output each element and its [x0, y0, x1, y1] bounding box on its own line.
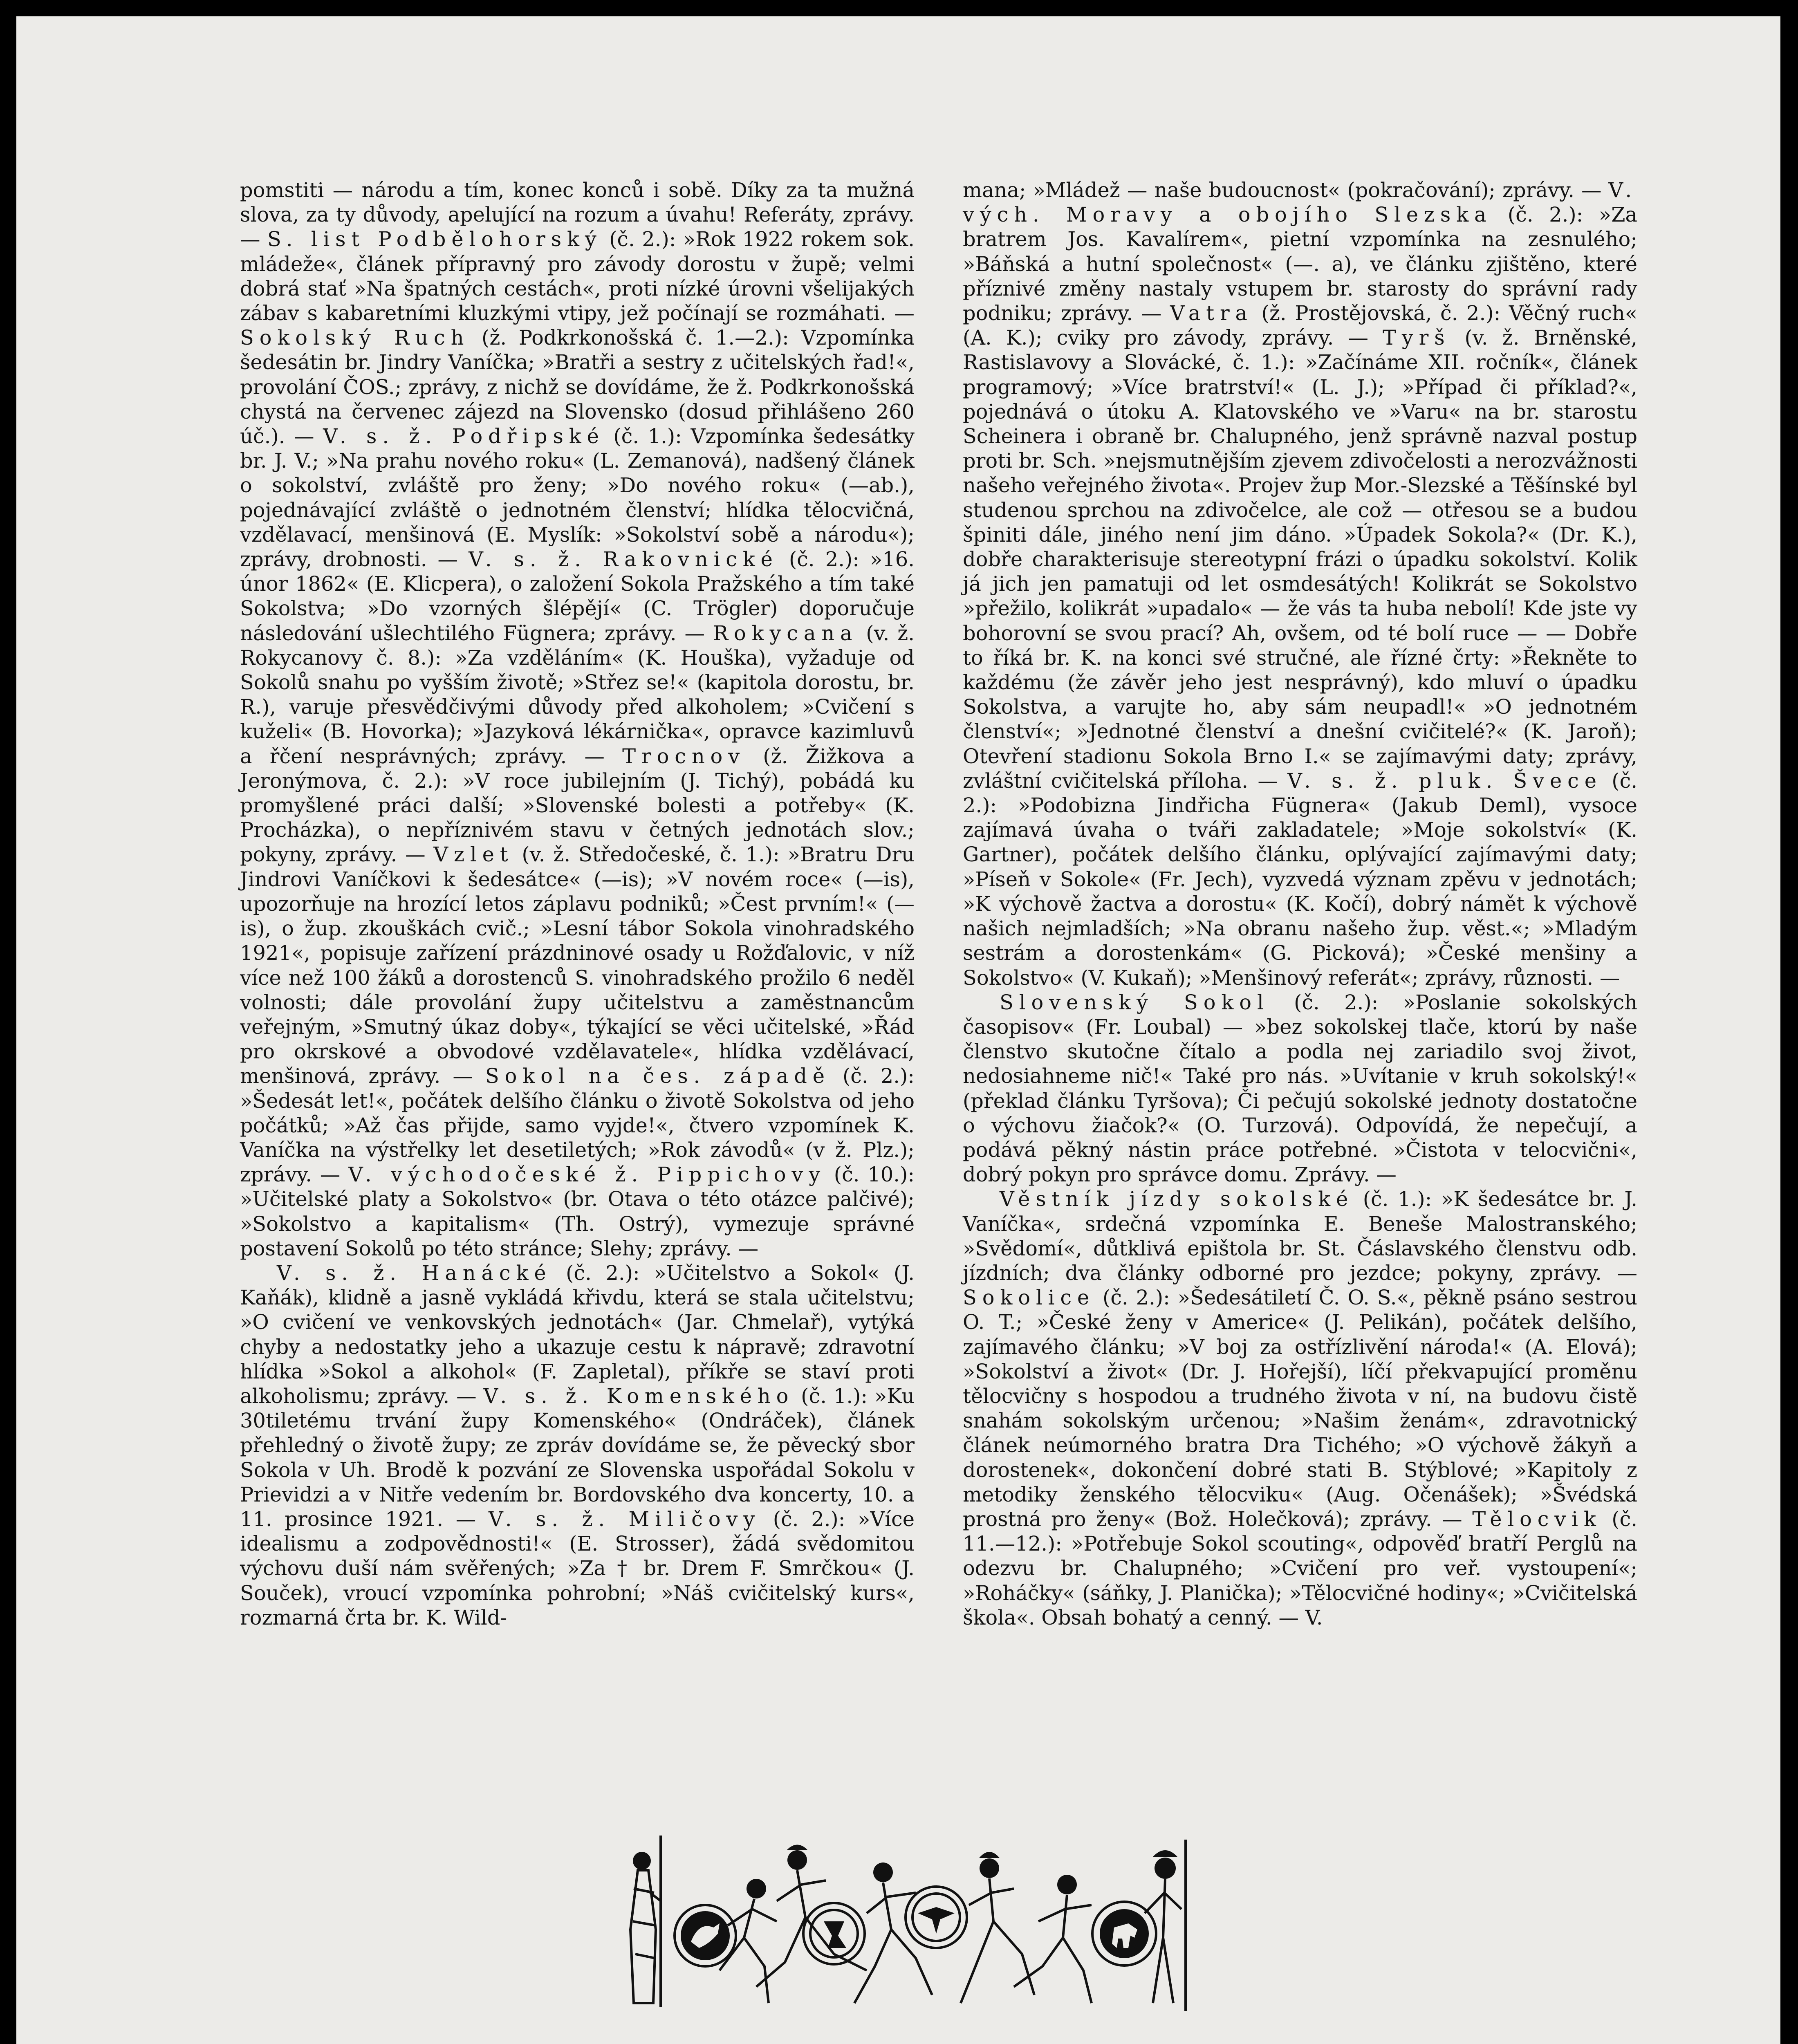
paragraph — [240, 1261, 915, 1630]
left-column — [240, 178, 915, 1630]
text-segment: (v. ž. Brněnské, Rastislavovy a Slovácké, č. 1.): »Začínáme XII. ročník«, článek programový; »Více bratrství!« (L. J.); »Případ či příklad?«, pojednává o útoku A. Klatovského ve »Varu« na br. starostu Scheinera i obraně br. Chalupného, jenž správně nazval postup proti br. Sch. »nejsmutnějším zjevem zdivočelosti a nerozvážnosti našeho veřejného života«. Projev žup Mor.-Slezské a Těšínské byl studenou sprchou na zdivočelce, ale což — otřesou se a budou špiniti dále, jiného není jim dáno. »Úpadek Sokola?« (Dr. K.), dobře charakterisuje stereotypní frázi o úpadku sokolství. Kolik já jich jen pamatuji od let osmdesátých! Kolikrát se Sokolstvo »přežilo, kolikrát »upadalo« — že vás ta huba nebolí! Kde jste vy bohorovní se svou prací? Ah, ovšem, od té bolí ruce — — Dobře to říká br. K. na konci své stručné, ale řízné črty: »Řekněte to každému (že závěr jeho jest nesprávný), kdo mluví o úpadku Sokolstva, a varujte ho, aby sám neupadl!« »O jednotném členství«; »Jednotné členství a dnešní cvičitelé?« (K. Jaroň); Otevření stadionu Sokola Brno I.« se zajímavými daty; zprávy, zvláštní cvičitelská příloha. — — [963, 326, 1637, 793]
text-segment: (ž. Žižkova a Jeronýmova, č. 2.): »V roce jubilejním (J. Tichý), pobádá ku promyšlené práci další; »Slovenské bolesti a potřeby« (K. Procházka), o nepříznivém stavu v četných jednotách slov.; pokyny, zprávy. — — [240, 744, 915, 867]
paragraph — [963, 990, 1637, 1187]
periodical-title: Rokycana — [713, 621, 858, 645]
periodical-title: Slovenský Sokol — [1000, 990, 1269, 1014]
greek-frieze-illustration — [621, 1831, 1337, 2044]
text-segment: (č. 1.): Vzpomínka šedesátky br. J. V.; »Na prahu nového roku« (L. Zemanová), nadšený článek o sokolství, zvláště pro ženy; »Do nového roku« (—ab.), pojednávající zvláště o jednotném členství; hlídka tělocvičná, vzdělavací, menšinová (E. Myslík: »Sokolství sobě a národu«); zprávy, drobnosti. — — [240, 424, 915, 572]
periodical-title: Vzlet — [433, 843, 514, 867]
periodical-title: V. s. ž. Rakovnické — [469, 547, 778, 572]
text-segment: (č. 10.): »Učitelské platy a Sokolstvo« (br. Otava o této otázce palčivé); »Sokolstvo a kapitalism« (Th. Ostrý), vymezuje správné postavení Sokolů po této stránce; Slehy; zprávy. — — [240, 1163, 915, 1260]
periodical-title: V. východočeské ž. Pippichovy — [348, 1163, 826, 1187]
text-segment: (v. ž. Středočeské, č. 1.): »Bratru Dru Jindrovi Vaníčkovi k šedesátce« (—is); »V novém roce« (—is), upozorňuje na hrozící letos záplavu podniků; »Čest prvním!« (—is), o žup. zkouškách cvič.; »Lesní tábor Sokola vinohradského 1921«, popisuje zařízení prázdninové osady u Rožďalovic, v níž více než 100 žáků a dorostenců S. vinohradského prožilo 6 neděl volnosti; dále provolání župy učitelstvu a zaměstnancům veřejným, »Smutný úkaz doby«, týkající se věci učitelské, »Řád pro okrskové a obvodové vzdělavatele«, hlídka vzdělávací, menšinová, zprávy. — — [240, 843, 915, 1088]
periodical-title: Věstník jízdy sokolské — [1000, 1187, 1354, 1211]
periodical-title: Sokol na čes. západě — [485, 1064, 830, 1088]
shield-horse-icon — [675, 1905, 736, 1966]
text-segment: (č. 2.): »Šedesátiletí Č. O. S.«, pěkně psáno sestrou O. T.; »České ženy v Americe« (J. Pelikán), počátek delšího, zajímavého článku; »V boj za ostřízlivění národa!« (A. Elová); »Sokolství a život« (Dr. J. Hořejší), líčí překvapující proměnu tělocvičny s hospodou a trudného života v ní, na budovu čistě snahám sokolským určenou; »Našim ženám«, zdravotnický článek neúmorného bratra Dra Tichého; »O výchově žákyň a dorostenek«, dokončení dobré stati B. Stýblové; »Kapitoly z metodiky ženského tělocviku« (Aug. Očenášek); »Švédská prostná pro ženy« (Bož. Holečková); zprávy. — — [963, 1286, 1637, 1531]
standing-warrior-right — [1145, 1840, 1186, 2011]
text-segment: (č. 2.): »16. únor 1862« (E. Klicpera), o založení Sokola Pražského a tím také Sokolstva; »Do vzorných šlépějí« (C. Trögler) doporučuje následování ušlechtilého Fügnera; zprávy. — — [240, 547, 915, 645]
robed-figure-icon — [630, 1836, 661, 2007]
journal-page — [16, 16, 1780, 2044]
periodical-title: V. s. ž. pluk. Švece — [1287, 769, 1602, 793]
paragraph — [963, 178, 1637, 990]
periodical-title: Tělocvik — [1472, 1507, 1602, 1531]
periodical-title: S. list Podbělohorský — [267, 227, 602, 251]
text-segment: pomstiti — národu a tím, konec konců i sobě. Díky za ta mužná slova, za ty důvody, apelující na rozum a úvahu! Referáty, zprávy. — — [240, 178, 915, 251]
text-segment: (ž. Prostějovská, č. 2.): Věčný ruch« (A. K.); cviky pro závody, zprávy. — — [963, 301, 1637, 350]
periodical-title: V. s. ž. Komenského — [483, 1384, 794, 1408]
right-column — [963, 178, 1637, 1630]
periodical-title: Sokolský Ruch — [240, 326, 470, 350]
periodical-title: V. vých. Moravy a obojího Slezska — [963, 178, 1637, 227]
text-segment: (č. 2.): »Za bratrem Jos. Kavalírem«, pietní vzpomínka na zesnulého; »Báňská a hutní společnost« (—. a), ve článku zjištěno, které příznivé změny nastaly vstupem br. starosty do správní rady podniku; zprávy. — — [963, 203, 1637, 325]
text-segment: (č. 2.): »Více idealismu a zodpovědnosti!« (E. Strosser), žádá svědomitou výchovu duší nám svěřených; »Za † br. Drem F. Smrčkou« (J. Souček), vroucí vzpomínka pohrobní; »Náš cvičitelský kurs«, rozmarná črta br. K. Wild- — [240, 1507, 915, 1629]
text-segment: (č. 2.): »Podobizna Jindřicha Fügnera« (Jakub Deml), vysoce zajímavá úvaha o tváři zakladatele; »Moje sokolství« (K. Gartner), počátek delšího článku, oplývající zajímavými daty; »Píseň v Sokole« (Fr. Jech), vyzvedá význam zpěvu v jednotách; »K výchově žactva a dorostu« (K. Kočí), dobrý námět k výchově našich nejmladších; »Na obranu našeho žup. věst.«; »Mladým sestrám a dorostenkám« (G. Picková); »České menšiny a Sokolstvo« (V. Kukaň); »Menšinový referát«; zprávy, různosti. — — [963, 769, 1637, 990]
shield-eagle-icon — [906, 1887, 967, 1948]
periodical-title: V. s. ž. Podřipské — [323, 424, 605, 448]
text-segment: (č. 1.): »Ku 30tiletému trvání župy Komenského« (Ondráček), článek přehledný o životě župy; ze zpráv dovídáme se, že pěvecký sbor Sokola v Uh. Brodě k pozvání ze Slovenska uspořádal Sokolu v Prievidzi a v Nitře vedením br. Bordovského dva koncerty, 10. a 11. prosince 1921. — — [240, 1384, 915, 1531]
periodical-title: V. s. ž. Miličovy — [488, 1507, 761, 1531]
text-segment: (č. 2.): »Poslanie sokolských časopisov« (Fr. Loubal) — »bez sokolskej tlače, ktorú by naše členstvo skutočne čítalo a podla nej zariadilo svoj život, nedosiahneme nič!« Také pro nás. »Uvítanie v kruh sokolský!« (překlad článku Tyršova); Či pečujú sokolské jednoty dostatočne o výchovu žiačok?« (O. Turzová). Odpovídá, že nepečují, a podává pěkný nástin práce potřebné. »Čistota v telocvični«, dobrý pokyn pro správce domu. Zprávy. — — [963, 990, 1637, 1187]
paragraph — [963, 1187, 1637, 1630]
periodical-title: V. s. ž. Hanácké — [277, 1261, 552, 1285]
text-segment: (č. 1.): »K šedesátce br. J. Vaníčka«, srdečná vzpomínka E. Beneše Malostranského; »Svědomí«, důtklivá epištola br. St. Čáslavského členstvu odb. jízdních; dva články odborné pro jezdce; pokyny, zprávy. — — [963, 1187, 1637, 1285]
periodical-title: Tyrš — [1382, 326, 1451, 350]
text-segment: mana; »Mládež — naše budoucnost« (pokračování); zprávy. — — [963, 178, 1609, 202]
paragraph — [240, 178, 915, 1261]
text-segment: (č. 11.—12.): »Potřebuje Sokol scouting«, odpověď bratří Perglů na odezvu br. Chalupného; »Cvičení pro veř. vystoupení«; »Roháčky« (sáňky, J. Planička); »Tělocvičné hodiny«; »Cvičitelská škola«. Obsah bohatý a cenný. — V. — [963, 1507, 1637, 1629]
running-warrior-5 — [1014, 1875, 1092, 2003]
text-segment: (č. 2.): »Šedesát let!«, počátek delšího článku o životě Sokolstva od jeho počátků; »Až čas přijde, samo vyjde!«, čtvero vzpomínek K. Vaníčka na výstřelky let desetiletých; »Rok závodů« (v ž. Plz.); zprávy. — — [240, 1064, 915, 1187]
periodical-title: Trocnov — [622, 744, 746, 768]
text-segment: (ž. Podkrkonošská č. 1.—2.): Vzpomínka šedesátin br. Jindry Vaníčka; »Bratři a sestry z učitelských řad!«, provolání ČOS.; zprávy, z nichž se dovídáme, že ž. Podkrkonošská chystá na červenec zájezd na Slovensko (dosud přihlášeno 260 úč.). — — [240, 326, 915, 448]
periodical-title: Vatra — [1170, 301, 1253, 325]
running-warrior-3 — [854, 1862, 932, 2003]
text-segment: (č. 2.): »Rok 1922 rokem sok. mládeže«, článek přípravný pro závody dorostu v župě; velmi dobrá stať »Na špatných cestách«, proti nízké úrovni všelijakých zábav s kabaretními kluzkými vtipy, jež počínají se rozmáhati. — — [240, 227, 915, 325]
text-segment: (č. 2.): »Učitelstvo a Sokol« (J. Kaňák), klidně a jasně vykládá křivdu, která se stala učitelstvu; »O cvičení ve venkovských jednotách« (Jar. Chmelař), vytýká chyby a nedostatky jeho a ukazuje cestu k nápravě; zdravotní hlídka »Sokol a alkohol« (F. Zapletal), příkře se staví proti alkoholismu; zprávy. — — [240, 1261, 915, 1408]
periodical-title: Sokolice — [963, 1286, 1095, 1310]
text-segment: (v. ž. Rokycanovy č. 8.): »Za vzděláním« (K. Houška), vyžaduje od Sokolů snahu po vyšším životě; »Střez se!« (kapitola dorostu, br. R.), varuje přesvědčivými důvody před alkoholem; »Cvičení s kuželi« (B. Hovorka); »Jazyková lékárnička«, opravce kazimluvů a řčení nesprávných; zprávy. — — [240, 621, 915, 768]
